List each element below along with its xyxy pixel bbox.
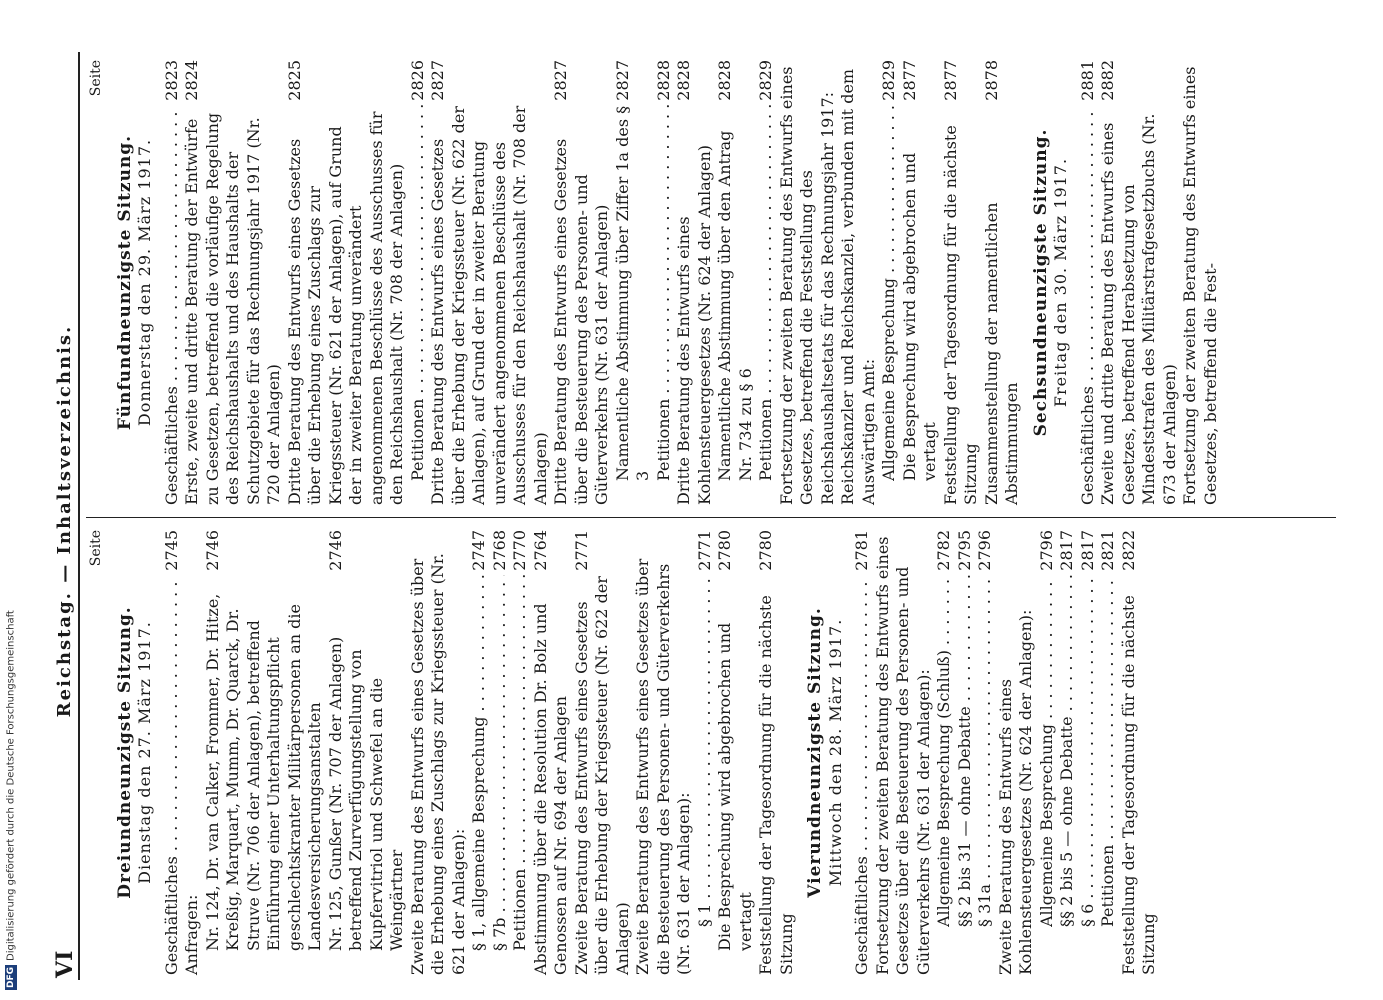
toc-entry-page: 2768 bbox=[489, 530, 509, 571]
toc-entry-text: Nr. 125, Gunßer (Nr. 707 der Anlagen) betreffend Zurverfügungstellung von Kupfervitriol und Schwefel an die Weingärtner bbox=[325, 636, 406, 951]
toc-entry-text: Feststellung der Tagesordnung für die nächste Sitzung bbox=[1118, 595, 1158, 975]
right-column bbox=[86, 60, 1221, 505]
toc-entry bbox=[490, 530, 511, 975]
toc-entry-text: Zweite Beratung des Entwurfs eines Gesetzes über die Besteuerung des Personen- und Güterverkehrs (Nr. 631 der Anlagen): bbox=[633, 558, 693, 975]
toc-entry-page: 2796 bbox=[975, 530, 994, 571]
toc-entry bbox=[873, 530, 935, 975]
session-date: Mittwoch den 28. März 1917. bbox=[825, 618, 845, 887]
toc-entry bbox=[572, 530, 634, 975]
toc-entry-page: 2824 bbox=[182, 60, 201, 101]
toc-entry bbox=[613, 60, 654, 505]
toc-entry-page: 2764 bbox=[530, 530, 550, 571]
session-title: Dreiundneunzigste Sitzung. bbox=[114, 606, 135, 899]
rotated-page bbox=[50, 42, 1350, 1000]
session-title: Fünfundneunzigste Sitzung. bbox=[114, 134, 135, 431]
toc-entry-page: 2796 bbox=[1036, 530, 1056, 571]
toc-entry-page: 2822 bbox=[1118, 530, 1138, 571]
toc-entry-page: 2828 bbox=[715, 60, 734, 101]
left-column bbox=[86, 530, 1160, 975]
toc-entry-page: 2746 bbox=[325, 530, 345, 571]
toc-entry-text: Allgemeine Besprechung (Schluß) . . . bbox=[934, 575, 955, 927]
toc-entry-text: Nr. 124, Dr. van Calker, Frommer, Dr. Hitze, Kreßig, Marquart, Mumm, Dr. Quarck, Dr. Struve (Nr. 706 der Anlagen), betreffend Einführung einer Unterhaltungspflicht geschlechtskranter Militärpersonen an die Landesversicherungsanstalten bbox=[202, 593, 324, 951]
toc-entry bbox=[879, 60, 900, 505]
toc-entry-text: §§ 2 bis 5 — ohne Debatte . . . bbox=[1057, 575, 1078, 927]
toc-entry-text: Petitionen . . . bbox=[408, 105, 429, 481]
header-rule bbox=[78, 52, 80, 980]
toc-entry-text: Geschäftliches . . . bbox=[162, 105, 183, 505]
session-date: Donnerstag den 29. März 1917. bbox=[135, 138, 154, 427]
toc-entry-text: Namentliche Abstimmung über den Antrag Nr. 734 zu § 6 bbox=[715, 130, 755, 481]
toc-entry bbox=[428, 60, 551, 505]
toc-entry-text: Geschäftliches . . . bbox=[1078, 105, 1099, 505]
toc-entry bbox=[695, 530, 716, 975]
toc-entry-text: Zweite Beratung des Entwurfs eines Gesetzes über die Erhebung der Kriegssteuer (Nr. 622 der Anlagen) bbox=[571, 576, 632, 975]
session-title: Vierundneunzigste Sitzung. bbox=[805, 607, 825, 898]
toc-entry-text: Anfragen: bbox=[182, 894, 201, 975]
column-divider bbox=[86, 517, 1336, 518]
toc-entry-text: Feststellung der Tagesordnung für die nächste Sitzung bbox=[756, 595, 796, 975]
toc-entry-text: Geschäftliches . . . bbox=[852, 575, 873, 975]
toc-entry bbox=[654, 60, 675, 505]
toc-entry bbox=[182, 530, 203, 975]
toc-entry bbox=[1098, 530, 1119, 975]
toc-entry bbox=[162, 60, 183, 505]
toc-entry-text: § 31a . . . bbox=[975, 575, 996, 927]
toc-entry bbox=[162, 530, 183, 975]
toc-entry-page: 2881 bbox=[1077, 60, 1097, 101]
toc-entry bbox=[900, 60, 941, 505]
toc-entry-page: 2817 bbox=[1077, 530, 1097, 571]
toc-entry-text: §§ 2 bis 31 — ohne Debatte . . . bbox=[955, 575, 976, 927]
toc-entry-page: 2770 bbox=[510, 530, 529, 571]
toc-entry-page: 2747 bbox=[469, 530, 488, 571]
toc-entry bbox=[941, 60, 982, 505]
toc-entry-page: 2771 bbox=[571, 530, 591, 571]
toc-entry-text: Zweite Beratung des Entwurfs eines Kohlensteuergesetzes (Nr. 624 der Anlagen): bbox=[995, 609, 1035, 975]
toc-entry-text: § 1 . . . bbox=[695, 575, 716, 927]
toc-entry-text: Die Besprechung wird abgebrochen und vertagt bbox=[715, 622, 755, 951]
toc-entry-text: Erste, zweite und dritte Beratung der Entwürfe zu Gesetzen, betreffend die vorläufige Regelung des Reichshaushalts und des Haushalts der Schutzgebiete für das Rechnungsjahr 1917 (Nr. 720 der Anlagen) bbox=[182, 112, 283, 505]
toc-entry-text: Dritte Beratung des Entwurfs eines Gesetzes über die Erhebung der Kriegssteuer (Nr. 622 der Anlagen), auf Grund der in zweiter Beratung unverändert angenommenen Beschlüsse des Ausschusses für den Reichshaushalt (Nr. 708 der Anlagen) bbox=[428, 105, 550, 505]
toc-entry-text: § 7b . . . bbox=[490, 575, 511, 951]
toc-entry-text: Die Besprechung wird abgebrochen und vertagt bbox=[899, 152, 939, 481]
toc-entry bbox=[1057, 530, 1078, 975]
toc-entry bbox=[285, 60, 408, 505]
toc-entry-text: Namentliche Abstimmung über Ziffer 1a des § 3 bbox=[612, 105, 652, 481]
toc-entry-text: Zusammenstellung der namentlichen Abstimmungen bbox=[981, 202, 1021, 505]
dfg-logo: DFG bbox=[6, 966, 16, 988]
toc-entry bbox=[715, 530, 756, 975]
toc-entry-text: Petitionen . . . bbox=[654, 105, 675, 481]
toc-entry bbox=[1037, 530, 1058, 975]
digitization-footer bbox=[2, 470, 20, 990]
toc-entry-page: 2827 bbox=[612, 60, 632, 101]
toc-entry-page: 2877 bbox=[940, 60, 960, 101]
toc-entry-text: Fortsetzung der zweiten Beratung des Entwurfs eines Gesetzes, betreffend die Feststellung des Reichshaushaltsetats für das Rechnungsjahr 1917: Reichskanzler und Reichskanzlei, verbunden mit dem Auswärtigen Amt: bbox=[776, 66, 878, 505]
toc-entry-page: 2823 bbox=[161, 60, 181, 101]
toc-entry-page: 2829 bbox=[756, 60, 775, 101]
toc-entry bbox=[756, 530, 797, 975]
toc-entry-text: Feststellung der Tagesordnung für die nächste Sitzung bbox=[940, 125, 980, 505]
toc-entry-page: 2745 bbox=[161, 530, 181, 571]
toc-entry-page: 2878 bbox=[981, 60, 1001, 101]
session-title: Sechsundneunzigste Sitzung. bbox=[1030, 128, 1051, 437]
toc-entry-text: § 1, allgemeine Besprechung . . . bbox=[469, 575, 490, 951]
toc-entry-text: Dritte Beratung des Entwurfs eines Gesetzes über die Erhebung eines Zuschlags zur Kriegssteuer (Nr. 621 der Anlagen), auf Grund der in zweiter Beratung unverändert angenommenen Beschlüsse des Ausschusses für den Reichshaushalt (Nr. 708 der Anlagen) bbox=[284, 111, 406, 505]
toc-entry-text: Zweite Beratung des Entwurfs eines Gesetzes über die Erhebung eines Zuschlags zur Kriegssteuer (Nr. 621 der Anlagen): bbox=[407, 553, 468, 975]
toc-entry-page: 2826 bbox=[407, 60, 427, 101]
toc-entry bbox=[633, 530, 695, 975]
toc-entry bbox=[469, 530, 490, 975]
session-date: Freitag den 30. März 1917. bbox=[1051, 157, 1070, 408]
toc-entry-page: 2780 bbox=[756, 530, 775, 571]
toc-entry bbox=[326, 530, 408, 975]
toc-entry-page: 2829 bbox=[879, 60, 898, 101]
entry-list bbox=[162, 530, 798, 975]
toc-entry-text: Fortsetzung der zweiten Beratung des Entwurfs eines Gesetzes, betreffend die Fest- bbox=[1180, 66, 1220, 505]
entry-list bbox=[162, 60, 1023, 505]
digitization-note: Digitalisierung gefördert durch die Deutsche Forschungsgemeinschaft bbox=[5, 610, 17, 961]
toc-entry bbox=[510, 530, 531, 975]
toc-entry-text: Dritte Beratung des Entwurfs eines Kohlensteuergesetzes (Nr. 624 der Anlagen) bbox=[674, 144, 714, 505]
toc-entry-text: Geschäftliches . . . bbox=[162, 575, 183, 975]
toc-entry bbox=[715, 60, 756, 505]
toc-entry bbox=[551, 60, 613, 505]
toc-entry-page: 2780 bbox=[715, 530, 734, 571]
toc-entry bbox=[408, 530, 470, 975]
toc-entry-page: 2827 bbox=[551, 60, 570, 101]
toc-entry-page: 2781 bbox=[852, 530, 871, 571]
toc-entry bbox=[777, 60, 880, 505]
toc-entry-page: 2882 bbox=[1098, 60, 1117, 101]
toc-entry-text: Allgemeine Besprechung . . . bbox=[879, 105, 900, 481]
running-title: Reichstag. — Inhaltsverzeichnis. bbox=[54, 324, 75, 718]
toc-entry-page: 2795 bbox=[954, 530, 974, 571]
toc-entry bbox=[1098, 60, 1180, 505]
toc-entry bbox=[934, 530, 955, 975]
toc-entry-text: Petitionen . . . bbox=[510, 575, 531, 951]
document-page bbox=[50, 42, 1350, 1000]
page-number-roman: VI bbox=[52, 950, 78, 978]
toc-entry-page: 2821 bbox=[1098, 530, 1117, 571]
toc-entry bbox=[1078, 530, 1099, 975]
toc-entry bbox=[203, 530, 326, 975]
toc-entry bbox=[182, 60, 285, 505]
toc-entry-text: Abstimmung über die Resolution Dr. Bolz und Genossen auf Nr. 694 der Anlagen bbox=[530, 603, 570, 975]
toc-entry bbox=[1078, 60, 1099, 505]
toc-entry-text: Petitionen . . . bbox=[1098, 575, 1119, 927]
toc-entry-text: Allgemeine Besprechung . . . bbox=[1037, 575, 1058, 927]
toc-entry-page: 2827 bbox=[428, 60, 447, 101]
toc-entry bbox=[982, 60, 1023, 505]
toc-entry bbox=[408, 60, 429, 505]
seite-label-left: Seite bbox=[88, 530, 104, 567]
toc-entry-text: Petitionen . . . bbox=[756, 105, 777, 481]
toc-entry bbox=[955, 530, 976, 975]
toc-entry bbox=[1119, 530, 1160, 975]
entry-list bbox=[852, 530, 1160, 975]
toc-entry-text: Fortsetzung der zweiten Beratung des Entwurfs eines Gesetzes über die Besteuerung des Personen- und Güterverkehrs (Nr. 631 der Anlagen): bbox=[872, 536, 933, 975]
toc-entry-text: Dritte Beratung des Entwurfs eines Gesetzes über die Besteuerung des Personen- und Güterverkehrs (Nr. 631 der Anlagen) bbox=[551, 138, 611, 505]
toc-entry-page: 2828 bbox=[674, 60, 693, 101]
toc-entry-text: Zweite und dritte Beratung des Entwurfs eines Gesetzes, betreffend Herabsetzung von Mindeststrafen des Militärstrafgesetzbuchs (Nr. 673 der Anlagen) bbox=[1098, 113, 1179, 505]
toc-entry bbox=[531, 530, 572, 975]
toc-entry bbox=[756, 60, 777, 505]
toc-entry-page: 2825 bbox=[284, 60, 304, 101]
session-date: Dienstag den 27. März 1917. bbox=[135, 621, 154, 884]
toc-entry bbox=[996, 530, 1037, 975]
toc-entry bbox=[975, 530, 996, 975]
toc-entry-page: 2828 bbox=[653, 60, 673, 101]
toc-entry-text: § 6 . . . bbox=[1078, 575, 1099, 927]
toc-entry bbox=[1180, 60, 1221, 505]
toc-entry-page: 2771 bbox=[694, 530, 714, 571]
toc-entry-page: 2746 bbox=[202, 530, 222, 571]
toc-entry-page: 2782 bbox=[934, 530, 953, 571]
seite-label-right: Seite bbox=[88, 60, 104, 97]
toc-entry-page: 2817 bbox=[1057, 530, 1076, 571]
toc-entry bbox=[852, 530, 873, 975]
entry-list bbox=[1078, 60, 1222, 505]
toc-entry bbox=[674, 60, 715, 505]
toc-entry-page: 2877 bbox=[899, 60, 919, 101]
